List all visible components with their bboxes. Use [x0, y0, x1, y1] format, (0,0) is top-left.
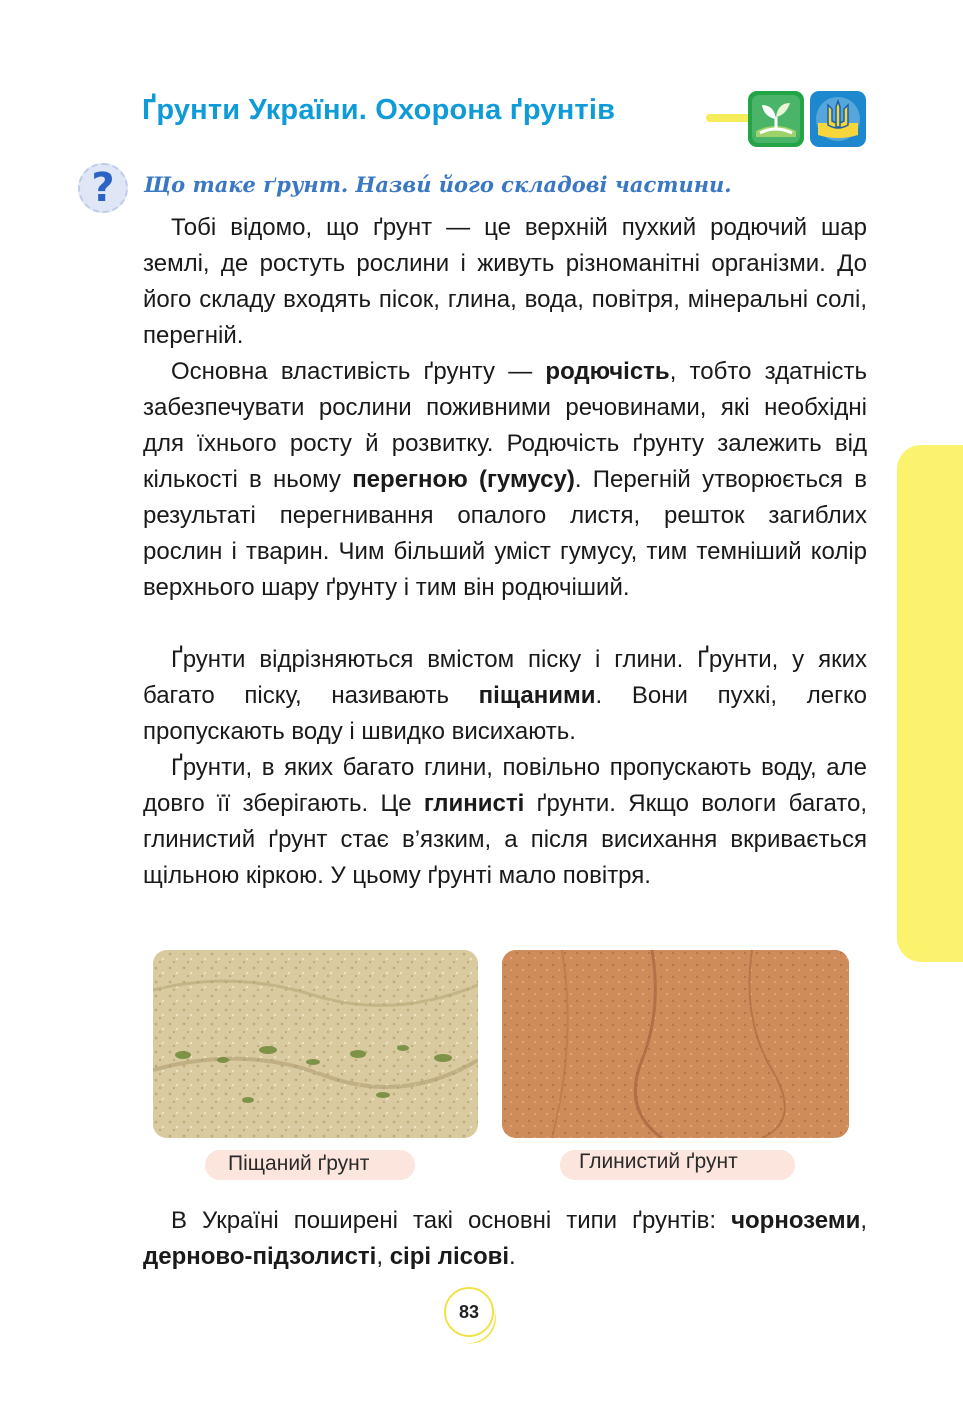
term-humus: перегною (гумусу): [352, 466, 575, 493]
paragraph-4-text-b: ґрунти. Якщо вологи багато, глинистий ґрунт стає в’язким, а після висихання вкривається щільною кіркою. У цьому ґрунті мало повітря.: [143, 790, 867, 889]
sandy-soil-image: [153, 950, 478, 1138]
paragraph-4: [143, 750, 867, 894]
paragraph-3: [143, 642, 867, 750]
side-bookmark-tab: [897, 445, 963, 962]
term-clay: глинисті: [423, 790, 525, 817]
sandy-soil-photo: [153, 950, 478, 1138]
trident-icon: [810, 91, 866, 147]
page-number-badge: [444, 1287, 502, 1345]
paragraph-2-text-c: . Перегній утворюється в результаті перегнивання опалого листя, решток загиблих рослин і тварин. Чим більший уміст гумусу, тим темніший колір верхнього шару ґрунту і тим він родючіший.: [143, 466, 867, 601]
paragraph-4-text-a: Ґрунти, в яких багато глини, повільно пропускають воду, але довго її зберігають. Це: [143, 754, 867, 817]
term-sod-podzolic: дерново-підзолисті: [143, 1243, 377, 1270]
eco-badge: [748, 91, 804, 147]
separator: ,: [376, 1243, 390, 1270]
paragraph-soil-types: [143, 1203, 867, 1275]
term-fertility: родючість: [545, 358, 670, 385]
page-number: 83: [444, 1287, 494, 1337]
page-title: Ґрунти України. Охорона ґрунтів: [142, 94, 616, 126]
sprout-icon: [748, 91, 804, 147]
separator: .: [509, 1243, 516, 1270]
paragraph-1: [143, 210, 867, 354]
paragraph-2-text-b: , тобто здатність забезпечувати рослини поживними речовинами, які необхідні для їхнього росту й розвитку. Родючість ґрунту залежить від кількості в ньому: [143, 358, 868, 493]
caption-clay-soil: Глинистий ґрунт: [579, 1150, 738, 1173]
paragraph-1-text: Тобі відомо, що ґрунт — це верхній пухкий родючий шар землі, де ростуть рослини і живуть різноманітні організми. До його складу входять пісок, глина, вода, повітря, мінеральні солі, перегній.: [143, 214, 867, 349]
term-sandy: піщаними: [478, 682, 596, 709]
question-mark-icon: ?: [78, 163, 128, 213]
clay-soil-image: [502, 950, 849, 1138]
question-heading: Що таке ґрунт. Назви́ його складові частини.: [144, 172, 732, 197]
clay-soil-photo: [502, 950, 849, 1138]
term-grey-forest: сірі лісові: [389, 1243, 510, 1270]
paragraph-2-text-a: Основна властивість ґрунту —: [171, 358, 546, 385]
ukraine-badge: [810, 91, 866, 147]
paragraph-3-text-b: . Вони пухкі, легко пропускають воду і швидко висихають.: [143, 682, 867, 745]
paragraph-2: [143, 354, 867, 606]
paragraph-3-text-a: Ґрунти відрізняються вмістом піску і глини. Ґрунти, у яких багато піску, називають: [143, 646, 867, 709]
title-underline: [706, 114, 754, 122]
soil-types-intro: В Україні поширені такі основні типи ґрунтів:: [171, 1207, 732, 1234]
caption-sandy-soil: Піщаний ґрунт: [228, 1152, 370, 1175]
separator: ,: [860, 1207, 867, 1234]
term-chernozem: чорноземи: [731, 1207, 861, 1234]
